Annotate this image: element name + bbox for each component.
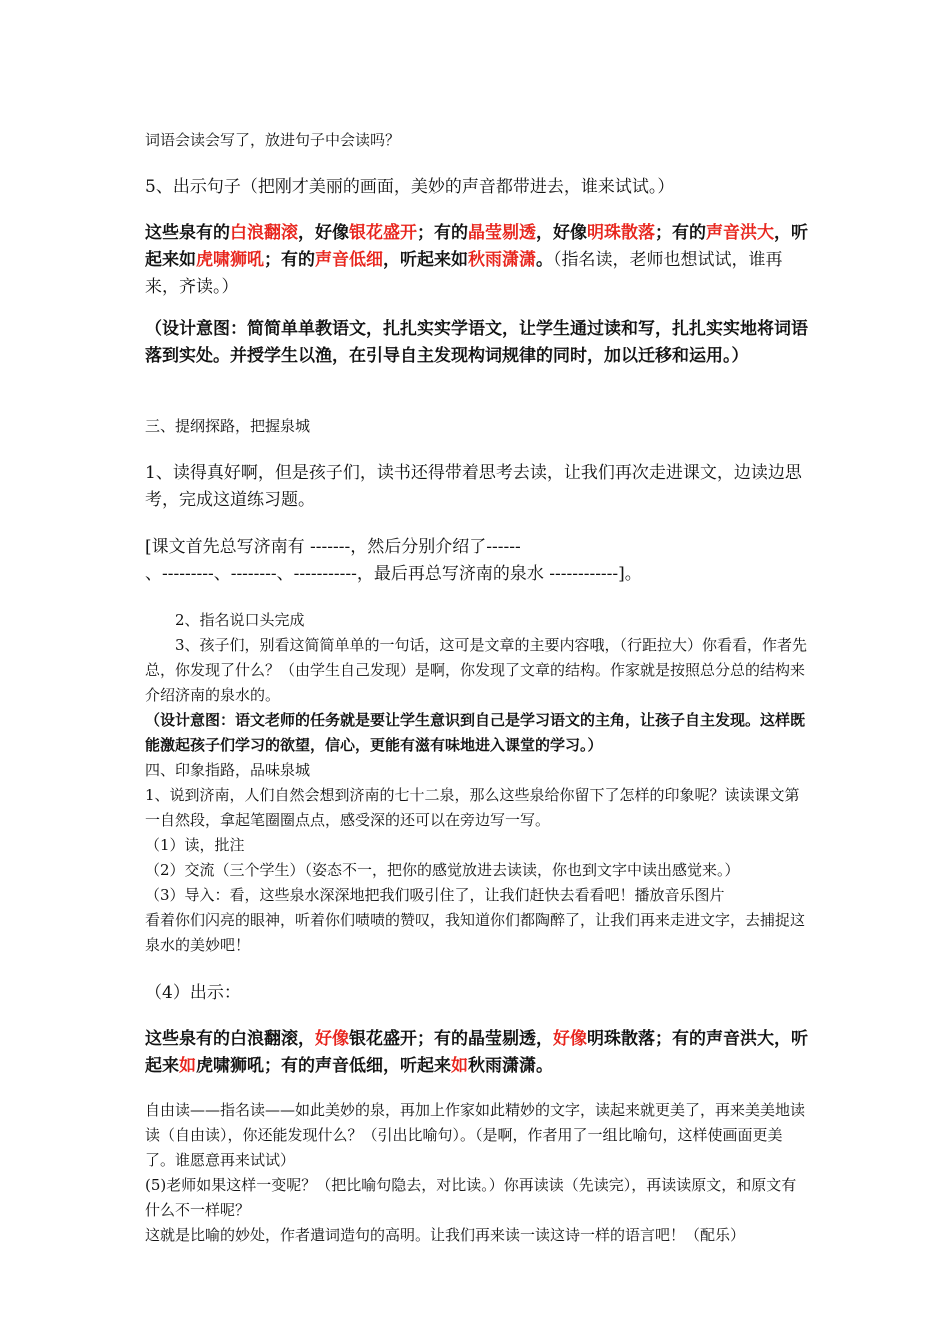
simile-word: 好像 (315, 1029, 349, 1049)
exercise-line-1: [课文首先总写济南有 -------，然后分别介绍了------ (145, 537, 521, 557)
intro-line: 词语会读会写了，放进句子中会读吗？ (145, 131, 401, 149)
simile-word: 好像 (553, 1029, 587, 1049)
sentence-text: ；有的 (655, 223, 706, 243)
sentence-text: 。 (536, 250, 553, 270)
sentence-text: 这些泉有的白浪翻滚， (145, 1029, 315, 1049)
sentence-text: 秋雨潇潇。 (468, 1056, 553, 1076)
substep-3: （3）导入：看，这些泉水深深地把我们吸引住了，让我们赶快去看看吧！播放音乐图片 (145, 886, 725, 904)
step-5-show-sentence: 5、出示句子（把刚才美丽的画面，美妙的声音都带进去，谁来试试。） (145, 177, 675, 197)
sentence-text: ，听起来如 (145, 223, 808, 270)
highlight-word: 秋雨潇潇 (468, 250, 536, 270)
highlight-word: 声音洪大 (706, 223, 774, 243)
sentence-text: ，好像 (298, 223, 349, 243)
sentence-text: 这些泉有的 (145, 223, 230, 243)
design-intent-2: （设计意图：语文老师的任务就是要让学生意识到自己是学习语文的主角，让孩子自主发现。这样既能激起孩子们学习的欲望，信心，更能有滋有味地进入课堂的学习。） (145, 711, 806, 754)
step-2-line: 2、指名说口头完成 (175, 611, 305, 629)
highlight-word: 明珠散落 (587, 223, 655, 243)
substep-1: （1）读，批注 (145, 836, 245, 854)
highlight-word: 银花盛开 (349, 223, 417, 243)
highlighted-sentence (145, 220, 810, 301)
substep-3-continued: 看着你们闪亮的眼神，听着你们啧啧的赞叹，我知道你们都陶醉了，让我们再来走进文字，去捕捉这泉水的美妙吧！ (145, 911, 806, 954)
highlight-word: 虎啸狮吼 (196, 250, 264, 270)
section-4-step-1: 1、说到济南，人们自然会想到济南的七十二泉，那么这些泉给你留下了怎样的印象呢？读读课文第一自然段，拿起笔圈圈点点，感受深的还可以在旁边写一写。 (145, 786, 800, 829)
highlight-word: 晶莹剔透 (468, 223, 536, 243)
sentence-text: 虎啸狮吼；有的声音低细，听起来 (196, 1056, 451, 1076)
highlight-word: 白浪翻滚 (230, 223, 298, 243)
sentence-text: ，听起来如 (383, 250, 468, 270)
free-reading-paragraph: 自由读——指名读——如此美妙的泉，再加上作家如此精妙的文字，读起来就更美了，再来美美地读读（自由读），你还能发现什么？（引出比喻句）。（是啊，作者用了一组比喻句，这样使画面更美了。谁愿意再来试试） (145, 1101, 806, 1169)
sentence-text: ；有的 (417, 223, 468, 243)
substep-5: (5)老师如果这样一变呢？（把比喻句隐去，对比读。）你再读读（先读完），再读读原文，和原文有什么不一样呢？ (145, 1176, 797, 1219)
sentence-text: 明珠散落；有的声音洪大，听起来 (145, 1029, 808, 1076)
step-3-paragraph: 3、孩子们，别看这简简单单的一句话，这可是文章的主要内容哦，（行距拉大）你看看，作者先总，你发现了什么？（由学生自己发现）是啊，你发现了文章的结构。作家就是按照总分总的结构来介绍济南的泉水的。 (145, 636, 808, 704)
sentence-text: ，好像 (536, 223, 587, 243)
exercise-line-2: 、---------、--------、-----------，最后再总写济南的泉水 ------------]。 (145, 564, 642, 584)
closing-line: 这就是比喻的妙处，作者遣词造句的高明。让我们再来读一读这诗一样的语言吧！（配乐） (145, 1226, 746, 1244)
section-3-heading: 三、提纲探路，把握泉城 (145, 417, 311, 435)
sentence-text: ；有的 (264, 250, 315, 270)
section-4-heading: 四、印象指路，品味泉城 (145, 761, 311, 779)
design-intent-1: （设计意图：简简单单教语文，扎扎实实学语文，让学生通过读和写，扎扎实实地将词语落到实处。并授学生以渔，在引导自主发现构词规律的同时，加以迁移和运用。） (145, 319, 808, 366)
substep-2: （2）交流（三个学生）（姿态不一，把你的感觉放进去读读，你也到文字中读出感觉来。） (145, 861, 740, 879)
substep-4-show: （4）出示： (145, 983, 241, 1003)
simile-word: 如 (451, 1056, 468, 1076)
sentence-text: 银花盛开；有的晶莹剔透， (349, 1029, 553, 1049)
step-1-paragraph: 1、读得真好啊，但是孩子们，读书还得带着思考去读，让我们再次走进课文，边读边思考，完成这道练习题。 (145, 463, 802, 510)
simile-sentence (145, 1026, 810, 1080)
highlight-word: 声音低细 (315, 250, 383, 270)
reading-instruction: （指名读，老师也想试试，谁再来，齐读。） (145, 250, 783, 297)
simile-word: 如 (179, 1056, 196, 1076)
